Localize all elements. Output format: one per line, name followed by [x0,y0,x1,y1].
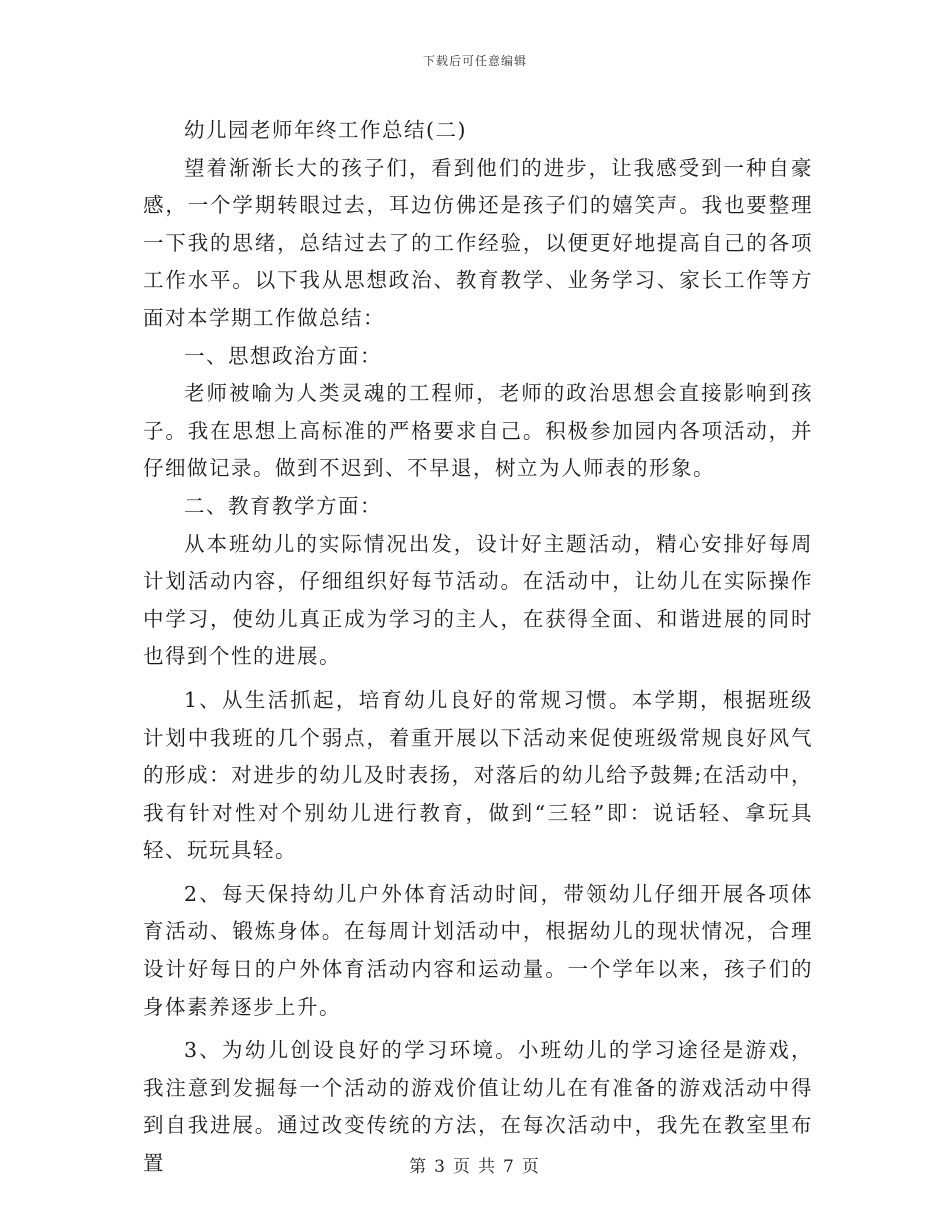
current-page-number: 3 [434,1157,447,1177]
document-title: 幼儿园老师年终工作总结(二) [184,118,467,142]
paragraph-teaching: 从本班幼儿的实际情况出发，设计好主题活动，精心安排好每周计划活动内容，仔细组织好每节活动。在活动中，让幼儿在实际操作中学习，使幼儿真正成为学习的主人，在获得全面、和谐进展的同时也得到个性的进展。 [143,531,813,669]
page-footer [0,1152,950,1177]
document-body [143,112,813,1183]
section-heading-teaching: 二、教育教学方面： [184,493,382,518]
page-label-suffix: 页 [521,1157,541,1177]
section-heading-politics: 一、思想政治方面： [184,343,382,368]
paragraph-item-1: 1、从生活抓起，培育幼儿良好的常规习惯。本学期，根据班级计划中我班的几个弱点，着重开展以下活动来促使班级常规良好风气的形成：对进步的幼儿及时表扬，对落后的幼儿给予鼓舞;在活动中，我有针对性对个别幼儿进行教育，做到“三轻”即：说话轻、拿玩具轻、玩玩具轻。 [143,687,813,863]
page-label-prefix: 第 [409,1157,429,1177]
paragraph-item-2: 2、每天保持幼儿户外体育活动时间，带领幼儿仔细开展各项体育活动、锻炼身体。在每周计划活动中，根据幼儿的现状情况，合理设计好每日的户外体育活动内容和运动量。一个学年以来，孩子们的身体素养逐步上升。 [143,881,813,1019]
header-note: 下载后可任意编辑 [422,54,527,68]
paragraph-item-3: 3、为幼儿创设良好的学习环境。小班幼儿的学习途径是游戏，我注意到发掘每一个活动的游戏价值让幼儿在有准备的游戏活动中得到自我进展。通过改变传统的方法，在每次活动中，我先在教室里布置 [143,1038,813,1176]
page-label-mid-1: 页 [453,1157,472,1177]
paragraph-politics: 老师被喻为人类灵魂的工程师，老师的政治思想会直接影响到孩子。我在思想上高标准的严格要求自己。积极参加园内各项活动，并仔细做记录。做到不迟到、不早退，树立为人师表的形象。 [143,381,813,481]
total-pages-number: 7 [503,1157,516,1177]
paragraph-intro: 望着渐渐长大的孩子们，看到他们的进步，让我感受到一种自豪感，一个学期转眼过去，耳边仿佛还是孩子们的嬉笑声。我也要整理一下我的思绪，总结过去了的工作经验，以便更好地提高自己的各项工作水平。以下我从思想政治、教育教学、业务学习、家长工作等方面对本学期工作做总结： [143,155,813,330]
page-label-mid-2: 共 [478,1157,497,1177]
